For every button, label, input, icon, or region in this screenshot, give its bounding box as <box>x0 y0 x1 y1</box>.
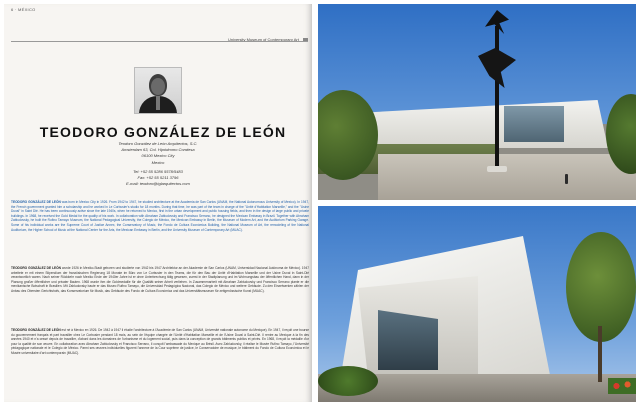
contact-tel: Tel: +52 55 5286 5578/5483 <box>133 168 183 174</box>
architect-name: TEODORO GONZÁLEZ DE LEÓN <box>39 124 287 140</box>
portrait-face <box>151 78 165 95</box>
museum-photo-exterior <box>318 4 636 200</box>
page-folio: 6 · MÉXICO <box>11 7 36 12</box>
contact-postal: 06100 Mexico City <box>141 153 175 159</box>
biography-french-lead: TEODORO GONZÁLEZ DE LEÓN <box>11 328 62 332</box>
portrait-tie <box>156 96 160 110</box>
photo-tree-trunk <box>598 326 602 382</box>
museum-photo-entrance <box>318 206 636 402</box>
contact-street: Amsterdam 63, Col. Hipódromo Condesa <box>121 147 195 153</box>
contact-firm: Teodoro González de León Arquitectos, S.C. <box>118 141 198 146</box>
biography-french <box>11 328 309 394</box>
photo-plaza <box>378 154 636 200</box>
photo-bush <box>318 366 378 396</box>
biography-german-text: wurde 1926 in Mexiko-Stadt geboren und studierte von 1942 bis 1947 Architektur an der Akademie de San Carlos (UNAM, Universidad Nacional Autónoma de México). 1947 arbeitete er mit einem Stipendium der französischen Regierung 18 Monate im Büro von Le Corbusier in den Teams, die für den Bau der Unité d'Habitation Marseille und der Usine Duval in Saint-Dié verantwortlich waren. Nach seiner Rückkehr nach Mexiko Ende der 1940er Jahre ist er ohne Unterbrechung tätig gewesen, zuerst in der Stadtplanung und im Wohnungsbau der öffentlichen Hand, dann in der Planung großer öffentlicher und privater Bauten. 1968 wurde ihm die Goldmedaille für die Qualität seiner Arbeit verliehen. In Zusammenarbeit mit Abraham Zabludovsky und Francisco Serrano plante er die mexikanische Botschaft in Brasilien. Mit Zabludovsky baute er das Museo Rufino Tamayo, die Universidad Pedagógica Nacional, das Colegio de México und weitere Gebäude. Zu den Einzelwerken zählen der Anbau des Obersten Gerichtshofs, das Konservatorium für Musik, das Gebäude des Fondo de Cultura Económica und das Universitätsmuseum für zeitgenössische Kunst (MUAC). <box>11 266 309 293</box>
architect-portrait <box>134 67 182 114</box>
sculpture-base <box>487 166 507 172</box>
contact-email[interactable]: E-mail: teodoro@tglarquitectos.com <box>126 181 190 187</box>
biography-french-text: est né à Mexico en 1926. De 1942 à 1947 il étudie l'architecture à l'Académie de San Carlos (UNAM, Université nationale autonome du Mexique). En 1947, il reçoit une bourse du gouvernement français et part travailler chez Le Corbusier pendant 18 mois, au sein de l'équipe chargée de l'Unité d'Habitation Marseille et de l'Usine Duval à Saint-Dié. Il rentre au Mexique à la fin des années 1940 et n'a cessé depuis de travailler, d'abord dans les domaines de l'urbanisme et du logement social, puis dans la conception de grands bâtiments publics et privés. En 1968, il reçoit la médaille d'or pour la qualité de son œuvre. En collaboration avec Abraham Zabludovsky et Francisco Serrano, il conçoit l'ambassade du Mexique au Brésil. Avec Zabludovsky, il réalise le Musée Rufino Tamayo, l'Université pédagogique nationale et le Colegio de México. Parmi ses œuvres individuelles figurent l'annexe de la Cour suprême de justice, le Conservatoire de musique, le bâtiment du Fondo de Cultura Económica et le Musée universitaire d'art contemporain (MUAC). <box>11 328 309 355</box>
contact-block <box>84 141 232 187</box>
biography-english-lead: TEODORO GONZÁLEZ DE LEÓN <box>11 200 62 204</box>
museum-glass-facade <box>504 106 564 142</box>
contact-country: Mexico <box>151 159 165 165</box>
biography-english-text: was born in Mexico City in 1926. From 1942 to 1947, he studied architecture at the Academia de San Carlos (UNAM, the National Autonomous University of Mexico). In 1947, the French government granted him a scholarship and he worked in Le Corbusier's studio for 18 months. During that time, he was part of the team in charge of the "Unité d'Habitation Marseille," and the "Usine Duval" in Saint Dié. He has been continuously active since the late 1940s, when he returned to Mexico, first in the urban development and public housing fields, and then in the design of large public and private buildings. In 1968, he received the Gold Medal for the quality of his work. In collaboration with Abraham Zabludovsky and Francisco Serrano, he designed the Mexican Embassy in Brazil. Together with Abraham Zabludovsky, he built the Rufino Tamayo Museum, the National Pedagogical University, the Colegio de México, the Mexican Embassy in Berlin, the Museum of Modern Art, and the Auditorium Parking Garage. Some of his individual works are the Supreme Court of Justice Annex, the Conservatory of Music, the Fondo de Cultura Económica Building, the National Museum of Art, the remodeling of the National Auditorium, the Higher School of Music at the National Center for the Arts, the Mexican Embassy in Berlin, and the University Museum of Contemporary Art (MUAC). <box>11 200 309 232</box>
right-page <box>318 4 636 402</box>
header-rule <box>11 41 308 42</box>
photo-flowers <box>608 378 636 394</box>
museum-entrance-glass <box>378 310 438 370</box>
biography-german <box>11 266 309 322</box>
header-caption-text: University Museum of Contemporary Art <box>227 37 299 42</box>
photo-person <box>565 174 568 184</box>
contact-fax: Fax: +52 55 5211 3796 <box>137 175 179 181</box>
biography-english <box>11 200 309 264</box>
sculpture-pole <box>495 26 499 168</box>
biography-german-lead: TEODORO GONZÁLEZ DE LEÓN <box>11 266 62 270</box>
left-page <box>4 4 312 402</box>
